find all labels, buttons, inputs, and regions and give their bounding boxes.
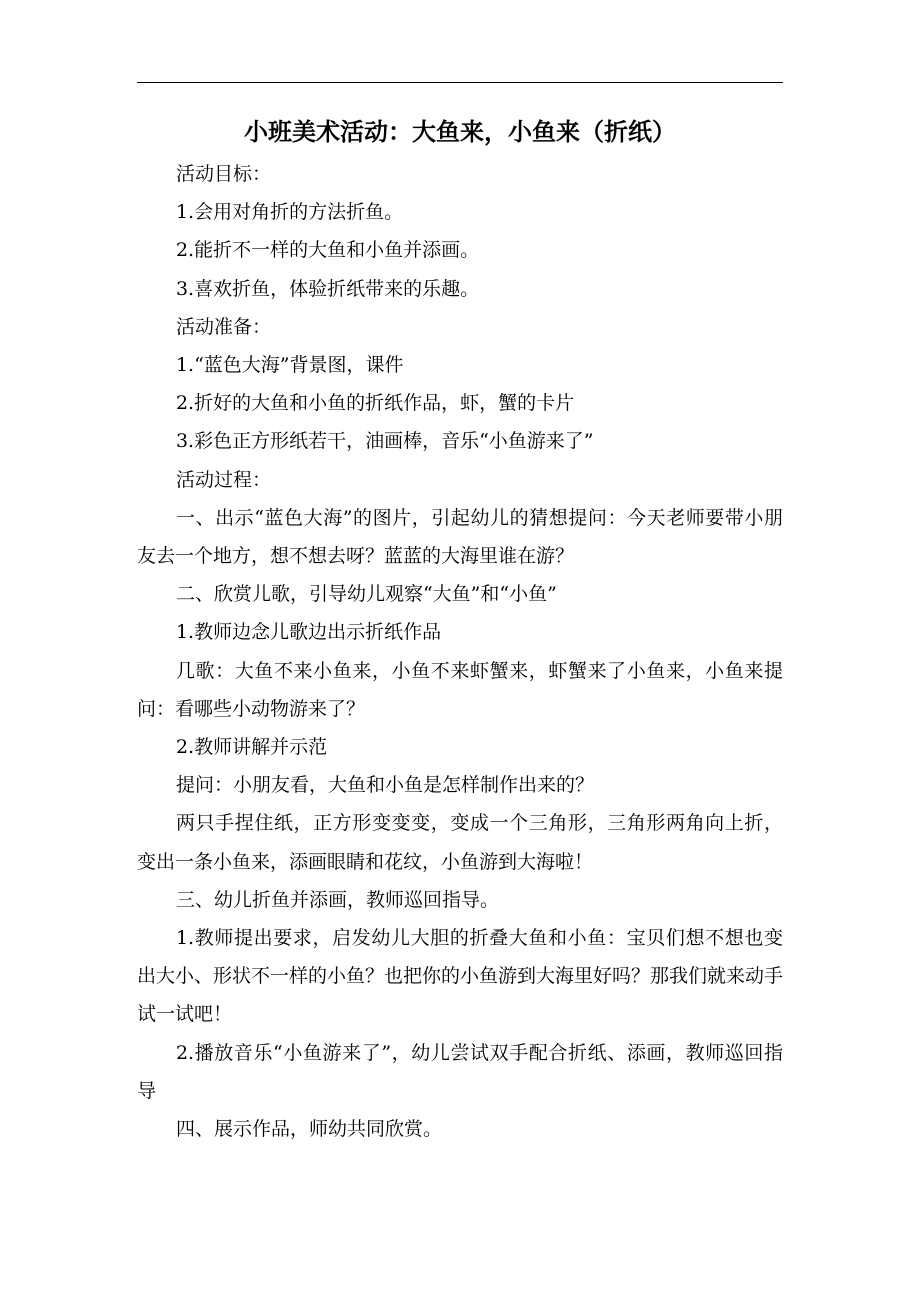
paragraph-goal-3: 3.喜欢折鱼，体验折纸带来的乐趣。	[175, 277, 480, 300]
paragraph-prep-3: 3.彩色正方形纸若干，油画棒，音乐“小鱼游来了”	[175, 430, 594, 453]
paragraph-section-process: 活动过程：	[175, 468, 271, 491]
paragraph-prep-1: 1.“蓝色大海”背景图，课件	[175, 354, 404, 377]
paragraph-step-2-1: 1.教师边念儿歌边出示折纸作品	[175, 621, 442, 644]
paragraph-section-preparation: 活动准备：	[175, 315, 271, 338]
paragraph-step-2: 二、欣赏儿歌，引导幼儿观察“大鱼”和“小鱼”	[175, 583, 557, 606]
paragraph-goal-2: 2.能折不一样的大鱼和小鱼并添画。	[175, 239, 480, 262]
paragraph-step-3-2: 2.播放音乐“小鱼游来了”，幼儿尝试双手配合折纸、添画，教师巡回指导	[137, 1041, 783, 1102]
paragraph-prep-2: 2.折好的大鱼和小鱼的折纸作品，虾，蟹的卡片	[175, 392, 575, 415]
paragraph-rhyme: 几歌：大鱼不来小鱼来，小鱼不来虾蟹来，虾蟹来了小鱼来，小鱼来提问：看哪些小动物游来了？	[137, 659, 783, 720]
paragraph-section-goals: 活动目标：	[175, 163, 271, 185]
paragraph-step-4: 四、展示作品，师幼共同欣赏。	[175, 1118, 442, 1141]
paragraph-question: 提问：小朋友看，大鱼和小鱼是怎样制作出来的？	[175, 774, 594, 797]
header-rule	[137, 82, 783, 83]
paragraph-step-1: 一、出示“蓝色大海”的图片，引起幼儿的猜想提问：今天老师要带小朋友去一个地方，想不想去呀？蓝蓝的大海里谁在游？	[137, 506, 783, 568]
paragraph-step-3-1: 1.教师提出要求，启发幼儿大胆的折叠大鱼和小鱼：宝贝们想不想也变出大小、形状不一样的小鱼？也把你的小鱼游到大海里好吗？那我们就来动手试一试吧！	[137, 927, 784, 1026]
document-body	[137, 155, 783, 1148]
document-title: 小班美术活动：大鱼来，小鱼来（折纸）	[244, 118, 676, 146]
paragraph-step-2-2: 2.教师讲解并示范	[175, 736, 328, 759]
paragraph-folding-steps: 两只手捏住纸，正方形变变变，变成一个三角形，三角形两角向上折，变出一条小鱼来，添画眼睛和花纹，小鱼游到大海啦！	[137, 812, 783, 873]
paragraph-goal-1: 1.会用对角折的方法折鱼。	[175, 201, 404, 224]
paragraph-step-3: 三、幼儿折鱼并添画，教师巡回指导。	[175, 888, 499, 911]
